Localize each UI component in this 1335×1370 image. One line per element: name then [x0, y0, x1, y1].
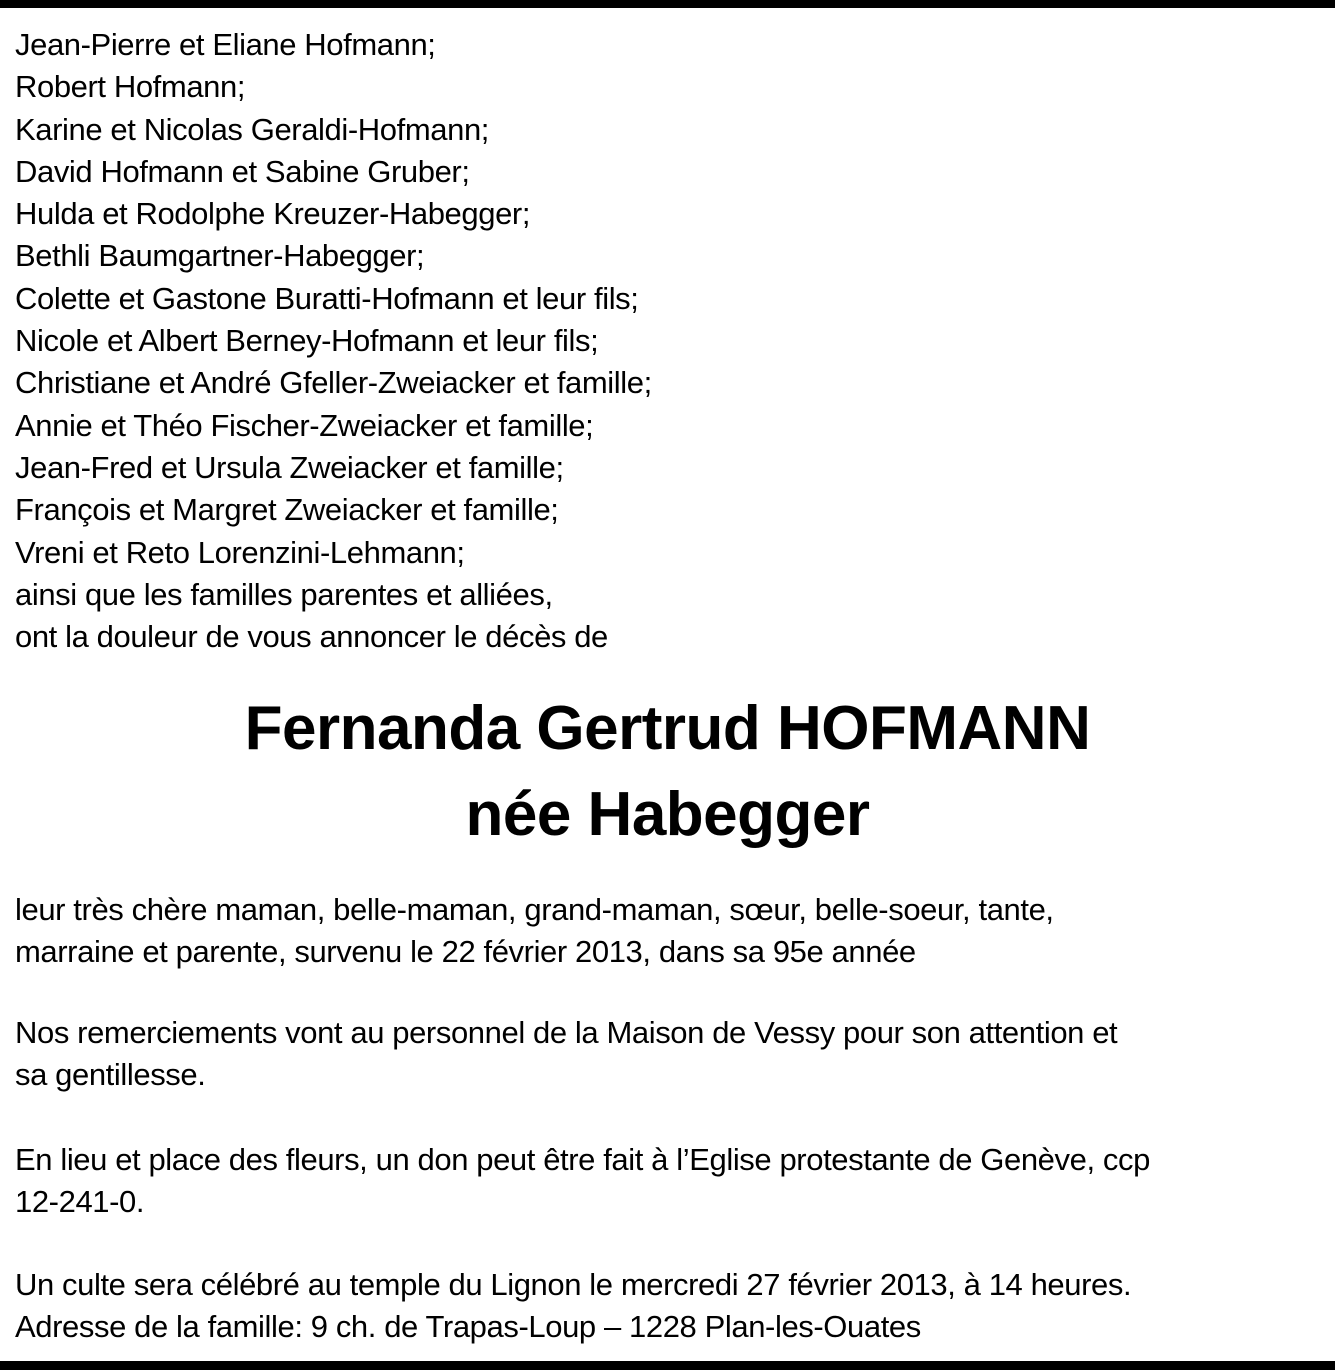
family-line: Robert Hofmann; [15, 69, 246, 105]
family-line: Hulda et Rodolphe Kreuzer-Habegger; [15, 196, 531, 232]
paragraph-line: sa gentillesse. [15, 1057, 206, 1093]
bottom-border [0, 1361, 1335, 1370]
paragraph-relation [15, 889, 1054, 974]
family-line: ont la douleur de vous annoncer le décès de [15, 619, 608, 655]
paragraph-line: Adresse de la famille: 9 ch. de Trapas-Loup – 1228 Plan-les-Ouates [15, 1309, 921, 1345]
family-line: Jean-Pierre et Eliane Hofmann; [15, 27, 436, 62]
family-line: François et Margret Zweiacker et famille; [15, 492, 559, 528]
family-line: Jean-Fred et Ursula Zweiacker et famille; [15, 449, 564, 485]
family-line: Karine et Nicolas Geraldi-Hofmann; [15, 111, 489, 147]
family-line: Nicole et Albert Berney-Hofmann et leur fils; [15, 323, 599, 359]
family-line: Christiane et André Gfeller-Zweiacker et famille; [15, 365, 652, 401]
family-list [15, 24, 652, 658]
paragraph-line: En lieu et place des fleurs, un don peut être fait à l’Eglise protestante de Genève, ccp [15, 1142, 1150, 1177]
paragraph-donation [15, 1139, 1150, 1224]
family-line: Colette et Gastone Buratti-Hofmann et leur fils; [15, 280, 639, 316]
family-line: Annie et Théo Fischer-Zweiacker et famille; [15, 407, 594, 443]
deceased-maiden-name: née Habegger [465, 780, 870, 849]
paragraph-service [15, 1264, 1131, 1349]
paragraph-line: Un culte sera célébré au temple du Lignon le mercredi 27 février 2013, à 14 heures. [15, 1267, 1132, 1302]
family-line: David Hofmann et Sabine Gruber; [15, 153, 470, 189]
top-border [0, 0, 1335, 8]
paragraph-line: marraine et parente, survenu le 22 février 2013, dans sa 95e année [15, 934, 916, 970]
paragraph-line: leur très chère maman, belle-maman, grand-maman, sœur, belle-soeur, tante, [15, 892, 1054, 927]
family-line: Bethli Baumgartner-Habegger; [15, 238, 425, 274]
family-line: Vreni et Reto Lorenzini-Lehmann; [15, 534, 465, 570]
paragraph-line: Nos remerciements vont au personnel de la Maison de Vessy pour son attention et [15, 1015, 1118, 1050]
paragraph-thanks [15, 1012, 1117, 1097]
deceased-name: Fernanda Gertrud HOFMANN [244, 694, 1091, 763]
family-line: ainsi que les familles parentes et alliées, [15, 576, 553, 612]
paragraph-line: 12-241-0. [15, 1184, 145, 1220]
